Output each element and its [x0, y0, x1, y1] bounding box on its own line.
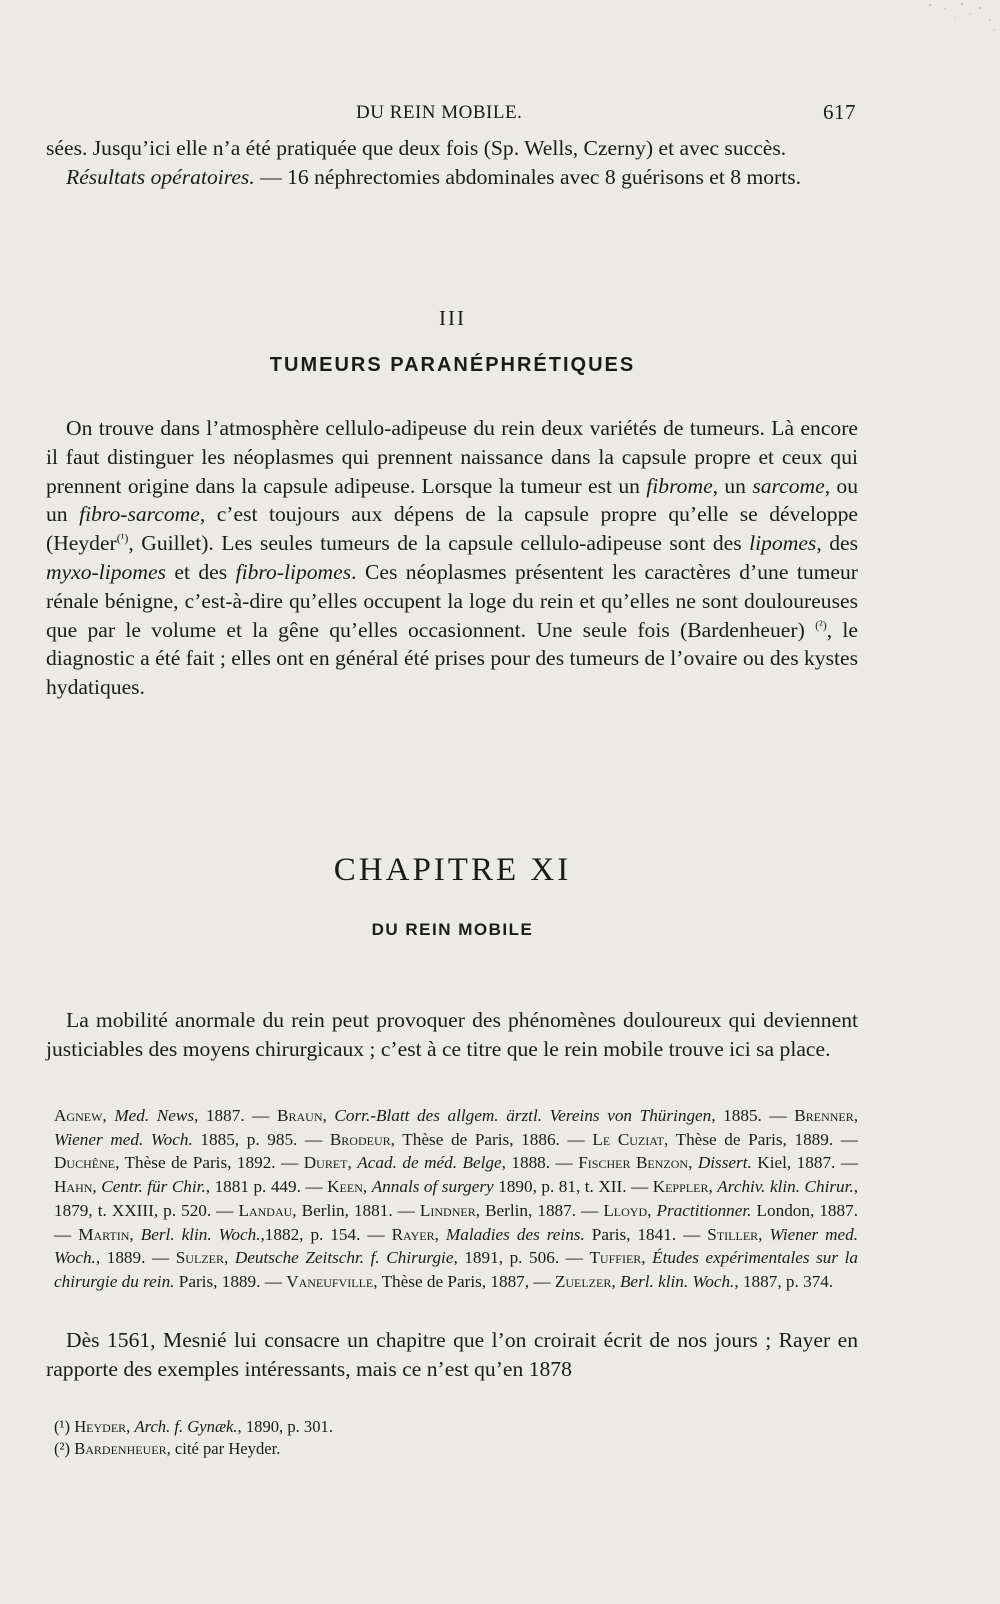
- chapter-subtitle: DU REIN MOBILE: [371, 920, 534, 939]
- body-text: , des: [816, 531, 858, 556]
- citation-detail: Paris, 1841. —: [584, 1224, 708, 1244]
- bibliography-entry: [578, 1153, 858, 1172]
- citation-detail: Kiel, 1887. —: [751, 1153, 859, 1173]
- separator: ,: [708, 1177, 718, 1197]
- page-corner-speckle: [910, 0, 1000, 40]
- work-title: Berl. klin. Woch.: [140, 1224, 261, 1244]
- bibliography-entry: [176, 1248, 590, 1267]
- closing-text: [46, 1326, 858, 1384]
- author-name: Brodeur: [329, 1129, 391, 1149]
- author-name: Sulzer: [175, 1248, 224, 1268]
- author-name: Stiller: [707, 1224, 759, 1244]
- citation-detail: Thèse de Paris, 1887, —: [381, 1271, 555, 1291]
- author-name: Martin: [78, 1224, 130, 1244]
- footnote-ref-2: (²): [815, 617, 827, 632]
- separator: ,: [611, 1271, 620, 1291]
- work-title: Med. News: [114, 1106, 195, 1125]
- separator: ,: [322, 1106, 335, 1125]
- author-name: Vaneufville: [286, 1271, 374, 1291]
- intro-text: [46, 134, 858, 192]
- author-name: Duret: [303, 1153, 348, 1173]
- term-sarcome: sarcome: [752, 473, 825, 498]
- work-title: Practitionner.: [656, 1200, 752, 1220]
- author-name: Keppler: [652, 1177, 709, 1197]
- work-title: Archiv. klin. Chirur.: [717, 1177, 854, 1197]
- separator: ,: [475, 1200, 486, 1220]
- separator: ,: [92, 1177, 102, 1197]
- body-text: On trouve dans l’atmosphère cellulo-adipeuse du rein deux variétés de tumeurs. Là encore il faut distinguer les néoplasmes qui prennent naissance dans la capsule propre et ceux qui prennent origine dans la capsule adipeuse. Lorsque la tumeur est un: [46, 416, 858, 498]
- author-name: Braun: [277, 1106, 323, 1125]
- separator: ,: [292, 1200, 302, 1220]
- author-name: Hahn: [54, 1177, 93, 1197]
- separator: ,: [223, 1248, 235, 1268]
- results-text: — 16 néphrectomies abdominales avec 8 guérisons et 8 morts.: [254, 164, 802, 189]
- results-label: Résultats opératoires.: [66, 164, 255, 189]
- separator: ,: [115, 1153, 125, 1173]
- author-name: Rayer: [391, 1224, 435, 1244]
- bibliography-entry: [330, 1130, 593, 1149]
- citation-detail: , 1889. —: [95, 1248, 176, 1268]
- footnotes: [54, 1416, 858, 1460]
- bibliography-entry: [54, 1153, 304, 1172]
- body-text: , Guillet). Les seules tumeurs de la capsule cellulo-adipeuse sont des: [128, 531, 750, 556]
- bibliography-entry: [54, 1177, 327, 1196]
- author-name: Le Cuziat: [592, 1129, 664, 1149]
- term-myxo-lipomes: myxo-lipomes: [46, 559, 166, 584]
- closing-paragraph: Dès 1561, Mesnié lui consacre un chapitre que l’on croirait écrit de nos jours ; Rayer en rapporte des exemples intéressants, mais ce n’est qu’en 1878: [46, 1328, 858, 1381]
- bibliography-entry: [327, 1177, 653, 1196]
- author-name: Bardenheuer: [74, 1439, 167, 1458]
- work-title: Maladies des reins.: [445, 1224, 585, 1244]
- body-paragraph: [46, 414, 858, 702]
- bibliography-entry: [392, 1225, 708, 1244]
- work-title: Deutsche Zeitschr. f. Chirurgie: [234, 1248, 454, 1268]
- section-title: TUMEURS PARANÉPHRÉTIQUES: [269, 354, 636, 376]
- chapter-intro-paragraph: La mobilité anormale du rein peut provoquer des phénomènes douloureux qui deviennent justiciables des moyens chirurgicaux ; c’est à ce titre que le rein mobile trouve ici sa place.: [46, 1008, 858, 1061]
- body-text: et des: [165, 559, 236, 584]
- chapter-title: CHAPITRE XI: [333, 852, 572, 888]
- citation-detail: , 1885. —: [711, 1106, 795, 1125]
- work-title: Berl. klin. Woch.: [619, 1271, 735, 1291]
- section-number: III: [439, 306, 466, 330]
- author-name: Tuffier: [589, 1248, 642, 1268]
- running-header: [46, 96, 856, 126]
- body-text: , un: [712, 473, 753, 498]
- separator: ,: [102, 1106, 115, 1125]
- citation-detail: , 1891, p. 506. —: [453, 1248, 590, 1268]
- body-text: , ou un: [46, 473, 859, 527]
- bibliography-entry: [592, 1130, 858, 1149]
- bibliography-entry: [54, 1106, 277, 1125]
- separator: ,: [347, 1153, 358, 1173]
- separator: ,: [647, 1200, 657, 1220]
- separator: ,: [166, 1439, 175, 1458]
- separator: ,: [663, 1129, 676, 1149]
- separator: ,: [129, 1224, 141, 1244]
- separator: ,: [434, 1224, 446, 1244]
- citation-detail: , 1888. —: [501, 1153, 579, 1173]
- citation-detail: Berlin, 1881. —: [301, 1200, 420, 1220]
- body-text: . Ces néoplasmes présentent les caractères d’une tumeur rénale bénigne, c’est-à-dire qu’elles occupent la loge du rein et qu’elles ne sont douloureuses que par le volume et la gêne qu’elles occasionnent. Une seule fois (Bardenheuer): [46, 559, 858, 642]
- author-name: Lloyd: [603, 1200, 648, 1220]
- citation-detail: 1885, p. 985. —: [192, 1129, 330, 1149]
- work-title: Corr.-Blatt des allgem. ärztl. Vereins von Thüringen: [334, 1106, 712, 1125]
- chapter-intro: [46, 1006, 858, 1064]
- bibliography-entry: [420, 1201, 603, 1220]
- bibliography-entry: [78, 1225, 391, 1244]
- work-title: Études expérimentales sur la chirurgie du rein.: [54, 1248, 859, 1291]
- citation-detail: , 1887. —: [194, 1106, 278, 1125]
- author-name: Lindner: [419, 1200, 476, 1220]
- bibliography-entry: [304, 1153, 578, 1172]
- footnote-mark: (²): [54, 1439, 71, 1458]
- separator: ,: [390, 1129, 403, 1149]
- author-name: Heyder: [74, 1417, 127, 1436]
- citation-detail: ,1882, p. 154. —: [260, 1224, 392, 1244]
- citation-detail: , 1881 p. 449. —: [205, 1177, 328, 1197]
- author-name: Zuelzer: [554, 1271, 612, 1291]
- section-body: [46, 414, 858, 702]
- citation-detail: cité par Heyder.: [174, 1439, 281, 1458]
- citation-detail: Berlin, 1887. —: [485, 1200, 604, 1220]
- work-title: Wiener med. Woch.: [54, 1129, 193, 1149]
- separator: ,: [126, 1417, 135, 1436]
- term-fibro-sarcome: fibro-sarcome: [79, 502, 200, 527]
- bibliography: [54, 1104, 858, 1294]
- work-title: Dissert.: [697, 1153, 752, 1173]
- work-title: Centr. für Chir.: [101, 1177, 206, 1197]
- results-paragraph: [46, 163, 858, 192]
- citation-detail: Thèse de Paris, 1889. —: [675, 1129, 858, 1149]
- page-number: 617: [823, 100, 856, 124]
- intro-paragraph: sées. Jusqu’ici elle n’a été pratiquée que deux fois (Sp. Wells, Czerny) et avec succès.: [46, 136, 787, 160]
- citation-detail: Paris, 1889. —: [174, 1271, 287, 1291]
- bibliography-entry: [238, 1201, 419, 1220]
- citation-detail: , 1890, p. 301.: [237, 1417, 333, 1436]
- bibliography-entry: [555, 1272, 833, 1291]
- footnote: [54, 1416, 858, 1438]
- term-fibro-lipomes: fibro-lipomes: [235, 559, 352, 584]
- separator: ,: [688, 1153, 698, 1173]
- footnote-ref-1: (¹): [116, 531, 129, 545]
- work-title: Annals of surgery: [371, 1177, 494, 1197]
- term-fibrome: fibrome: [646, 473, 713, 498]
- author-name: Keen: [327, 1177, 363, 1197]
- body-text: , c’est toujours aux dépens de la capsule propre qu’elle se développe (Heyder: [46, 502, 858, 556]
- citation-detail: Thèse de Paris, 1886. —: [402, 1129, 593, 1149]
- running-title: DU REIN MOBILE.: [356, 102, 523, 123]
- author-name: Brenner: [794, 1106, 854, 1125]
- citation-detail: 1890, p. 81, t. XII. —: [493, 1177, 653, 1197]
- separator: ,: [362, 1177, 372, 1197]
- bibliography-entry: [286, 1272, 555, 1291]
- bibliography-entry: [277, 1106, 794, 1125]
- work-title: Acad. de méd. Belge: [357, 1153, 502, 1173]
- citation-detail: , 1887, p. 374.: [734, 1271, 834, 1291]
- citation-detail: , 1879, t. XXIII, p. 520. —: [54, 1177, 859, 1220]
- separator: ,: [373, 1271, 382, 1291]
- author-name: Duchêne: [54, 1153, 116, 1173]
- work-title: Arch. f. Gynæk.: [134, 1417, 238, 1436]
- author-name: Agnew: [54, 1106, 103, 1125]
- body-text: , le diagnostic a été fait ; elles ont en général été prises pour des tumeurs de l’ovaire ou des kystes hydatiques.: [46, 617, 858, 700]
- separator: ,: [641, 1248, 653, 1268]
- footnote-mark: (¹): [54, 1417, 71, 1436]
- citation-detail: London, 1887. —: [54, 1200, 859, 1244]
- term-lipomes: lipomes: [749, 531, 817, 556]
- separator: ,: [758, 1224, 770, 1244]
- citation-detail: Thèse de Paris, 1892. —: [124, 1153, 304, 1173]
- separator: ,: [853, 1106, 859, 1125]
- footnote: [54, 1438, 858, 1460]
- work-title: Wiener med. Woch.: [54, 1224, 859, 1268]
- author-name: Fischer Benzon: [578, 1153, 689, 1173]
- author-name: Landau: [238, 1200, 293, 1220]
